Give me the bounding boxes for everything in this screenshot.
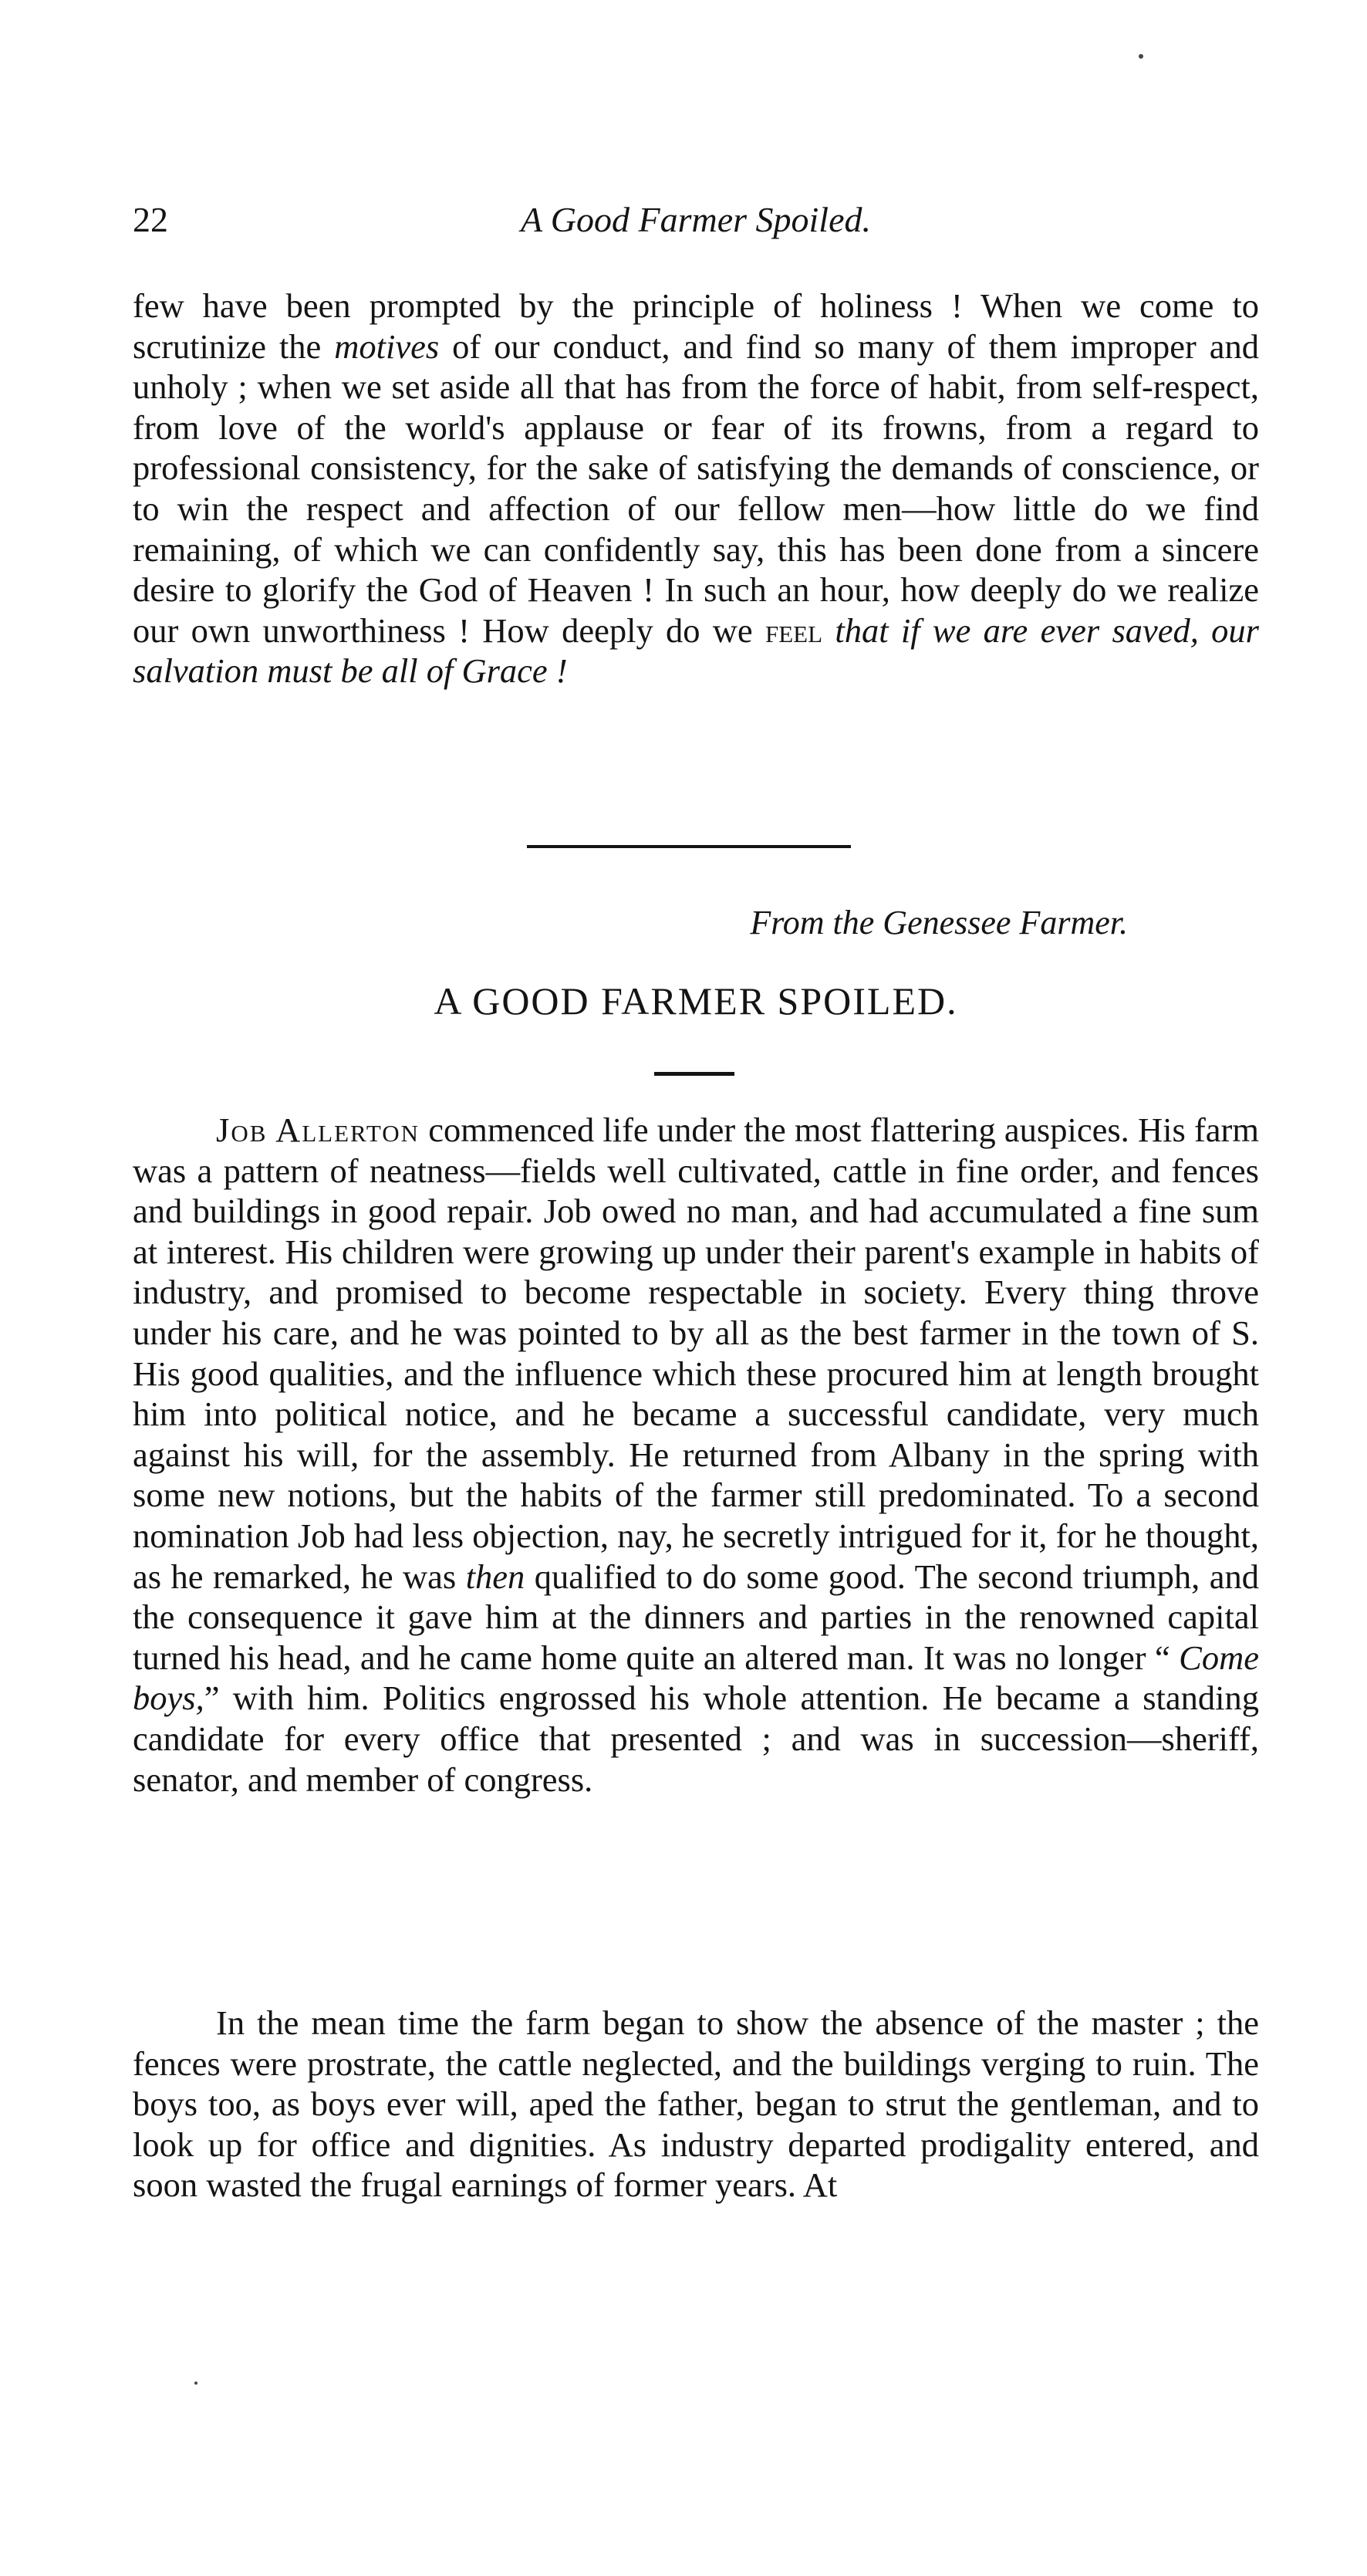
paragraph — [133, 2003, 1259, 2206]
source-attribution: From the Genessee Farmer. — [750, 904, 1128, 941]
paragraph-continued — [133, 286, 1259, 691]
page-number: 22 — [133, 200, 168, 239]
small-caps-text-run: feel — [765, 610, 823, 650]
small-caps-name: Job Allerton — [216, 1111, 420, 1149]
text-run: of our conduct, and find so many of them improper and unholy ; when we set aside all that has from the force of habit, from self-respect, from love of the world's applause or fear of its frowns, from a regard to professional consistency, for the sake of satisfying the demands of conscience, or to win the respect and affection of our fellow men—how little do we find remaining, of which we can confidently say, this has been done from a sincere desire to glorify the God of Heaven ! In such an hour, how deeply do we realize our own unworthiness ! How deeply do we — [133, 326, 1259, 650]
running-title: A Good Farmer Spoiled. — [520, 200, 871, 239]
title-underline-rule — [654, 1072, 734, 1076]
italic-text-run: motives — [334, 326, 440, 366]
text-run: few have been prompted by the principle of holiness ! When we come to scrutinize the — [133, 286, 1259, 366]
text-run: commenced life under the most flattering auspices. His farm was a pattern of neatness—fields well cultivated, cattle in fine order, and fences and buildings in good repair. Job owed no man, and had accumulated a fine sum at interest. His children were growing up under their parent's example in habits of industry, and promised to become respectable in society. Every thing throve under his care, and he was pointed to by all as the best farmer in the town of S. His good qualities, and the influence which these procured him at length brought him into political notice, and he became a successful candidate, very much against his will, for the assembly. He returned from Albany in the spring with some new notions, but the habits of the farmer still predominated. To a second nomination Job had less objection, nay, he secretly intrigued for it, for he thought, as he remarked, he was — [133, 1111, 1259, 1596]
italic-text-run: that if we are ever saved, our salvation must be all of Grace ! — [133, 610, 1259, 691]
paragraph — [133, 1110, 1259, 1800]
ink-speck — [1139, 54, 1143, 59]
section-divider-rule — [527, 845, 851, 848]
ink-speck — [194, 2382, 197, 2385]
running-head — [133, 199, 1259, 253]
text-run: In the mean time the farm began to show the absence of the master ; the fences were prostrate, the cattle neglected, and the buildings verging to ruin. The boys too, as boys ever will, aped the father, began to strut the gentleman, and to look up for office and dignities. As industry departed prodigality entered, and soon wasted the frugal earnings of former years. At — [133, 2003, 1259, 2205]
text-run: ” with him. Politics engrossed his whole attention. He became a standing candidate for every office that presented ; and was in succession—sheriff, senator, and member of congress. — [133, 1678, 1259, 1799]
article-title: A GOOD FARMER SPOILED. — [434, 979, 958, 1023]
italic-text-run: then — [465, 1557, 525, 1596]
text-run: qualified to do some good. The second triumph, and the consequence it gave him at the dinners and parties in the renowned capital turned his head, and he came home quite an altered man. It was no longer “ — [133, 1557, 1259, 1677]
italic-text-run: Come boys, — [133, 1638, 1259, 1718]
